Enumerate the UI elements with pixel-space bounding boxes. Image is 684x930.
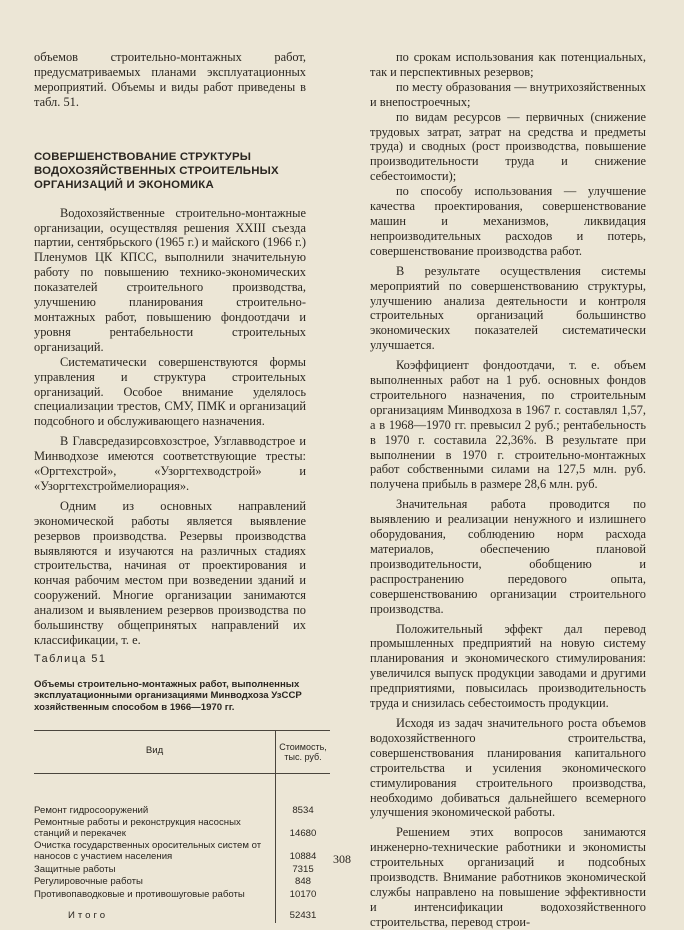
total-label: Итого: [34, 901, 276, 923]
table-label: Таблица 51: [34, 652, 107, 665]
left-column: [34, 50, 327, 923]
body-paragraph: Водохозяйственные строительно-монтажные организации, осуществляя решения XXIII съезда партии, сентябрьского (1965 г.) и майского (1966 г.) Пленумов ЦК КПСС, выполнили значительную работу по повышению технико-экономических показателей строительного производства, улучшению планирования строительно-монтажных работ, повышению фондоотдачи и уровня рентабельности строительных организаций.: [34, 205, 306, 354]
body-paragraph: по способу использования — улучшение качества проектирования, совершенствование машин и механизмов, ликвидация непроизводительных расходов и потерь, совершенствование производства работ.: [370, 184, 646, 258]
body-paragraph: Положительный эффект дал перевод промышленных предприятий на новую систему планирования и экономического стимулирования: увеличился выпуск продукции заводами и другими предприятиями, повысилась производительность труда и снизилась себестоимость продукции.: [370, 621, 646, 711]
row-name: Защитные работы: [34, 864, 276, 877]
row-name: Противопаводковые и противошуговые работы: [34, 889, 276, 902]
body-paragraph: Решением этих вопросов занимаются инженерно-технические работники и экономисты строительных организаций и подсобных производств. Внимание работников экономической службы направлено на повышение эффективности и интенсификации водохозяйственного строительства, перевод строи-: [370, 825, 646, 929]
right-column: [370, 50, 646, 930]
row-value: 14680: [289, 827, 317, 839]
body-paragraph: В результате осуществления системы мероприятий по совершенствованию структуры, улучшению анализа деятельности и контроля строительных организаций большинство экономических показателей систематически улучшается.: [370, 263, 646, 353]
table-title: Объемы строительно-монтажных работ, выполненных эксплуатационными организациями Минводхоза УзССР хозяйственным способом в 1966—1970 гг.: [34, 678, 302, 713]
table-row: [34, 889, 330, 902]
column-header-value: Стоимость, тыс. руб.: [276, 730, 331, 773]
table-row: [34, 773, 330, 817]
intro-paragraph: объемов строительно-монтажных работ, предусматриваемых планами эксплуатационных мероприятий. Объемы и виды работ приведены в табл. 51.: [34, 50, 306, 109]
table-row: [34, 817, 330, 840]
row-value: 10170: [289, 888, 317, 900]
row-value: 848: [294, 876, 311, 888]
body-paragraph: В Главсредазирсовхозстрое, Узглавводстрое и Минводхозе имеются соответствующие тресты: «Оргтехстрой», «Узоргтехводстрой» и «Узоргтехстроймелиорация».: [34, 434, 306, 493]
page-number: 308: [333, 852, 351, 866]
row-name: Ремонтные работы и реконструкция насосных станций и перекачек: [34, 817, 276, 840]
body-paragraph: по срокам использования как потенциальных, так и перспективных резервов;: [370, 50, 646, 79]
column-header-name: Вид: [34, 730, 276, 773]
row-value: 8534: [292, 804, 314, 816]
works-table: [34, 730, 330, 923]
table-total-row: [34, 901, 330, 923]
section-heading: СОВЕРШЕНСТВОВАНИЕ СТРУКТУРЫ ВОДОХОЗЯЙСТВЕННЫХ СТРОИТЕЛЬНЫХ ОРГАНИЗАЦИЙ И ЭКОНОМИКА: [34, 150, 279, 191]
body-paragraph: Значительная работа проводится по выявлению и реализации ненужного и излишнего оборудования, соблюдению норм расхода материалов, обеспечению плановой производительности, обобщению и распространению передового опыта, совершенствованию организации строительного производства.: [370, 497, 646, 616]
body-paragraph: Исходя из задач значительного роста объемов водохозяйственного строительства, совершенствования планирования капитального строительства и усиления экономического стимулирования строительного производства, необходимо добиваться дальнейшего всемерного улучшения экономической работы.: [370, 715, 646, 820]
table-row: [34, 876, 330, 889]
body-paragraph: Систематически совершенствуются формы управления и структура строительных организаций. Особое внимание уделялось специализации трестов, СМУ, ПМК и организаций подсобного и обслуживающего назначения.: [34, 354, 306, 429]
body-paragraph: Одним из основных направлений экономической работы является выявление резервов производства. Резервы производства выявляются и изучаются на различных стадиях строительства, начиная от проектирования и кончая рабочим местом при возведении зданий и сооружений. Многие организации занимаются анализом и выявлением резервов производства по большинству общепринятых направлений их классификации, т. е.: [34, 498, 306, 647]
body-paragraph: по видам ресурсов — первичных (снижение трудовых затрат, затрат на средства и предметы труда) и сводных (рост производства, повышение производительности труда и снижение себестоимости);: [370, 109, 646, 184]
row-name: Ремонт гидросооружений: [34, 773, 276, 817]
row-name: Очистка государственных оросительных систем от наносов с участием населения: [34, 840, 276, 863]
table-header-row: [34, 730, 330, 773]
body-paragraph: по месту образования — внутрихозяйственных и внепостроечных;: [370, 79, 646, 109]
row-name: Регулировочные работы: [34, 876, 276, 889]
row-value: 10884: [289, 850, 317, 862]
body-paragraph: Коэффициент фондоотдачи, т. е. объем выполненных работ на 1 руб. основных фондов строительного назначения, по строительным организациям Минводхоза в 1967 г. составлял 1,57, а в 1968—1970 гг. превысил 2 руб.; рентабельность в 1970 г. составила 22,36%. В результате при выполнении в 1970 г. строительно-монтажных работ собственными силами на 127,5 млн. руб. получена прибыль в размере 28,6 млн. руб.: [370, 358, 646, 492]
total-value: 52431: [289, 910, 317, 922]
row-value: 7315: [292, 863, 314, 875]
